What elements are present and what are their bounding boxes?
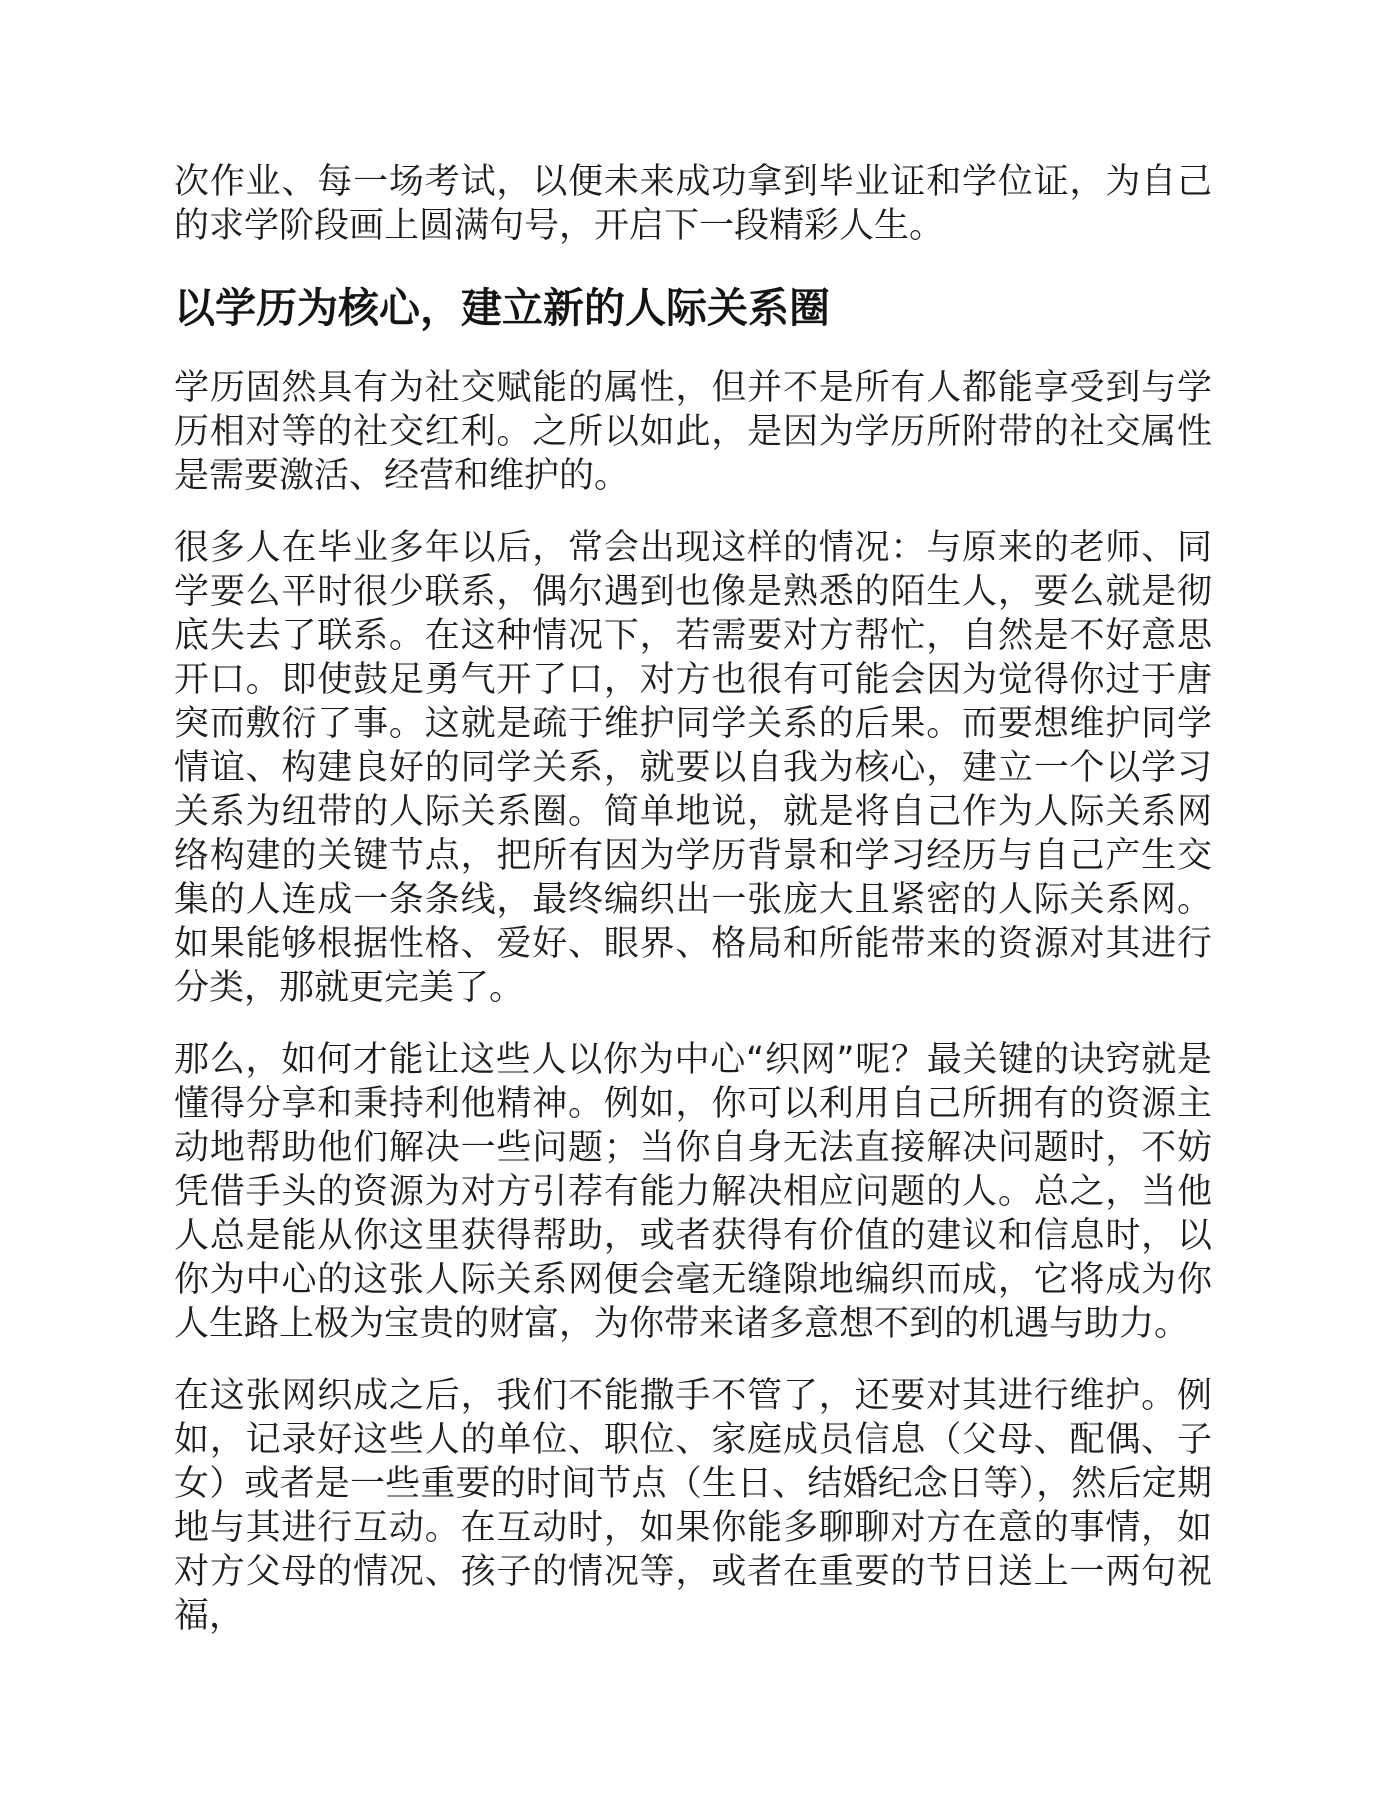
body-paragraph-3: 那么，如何才能让这些人以你为中心“织网”呢？最关键的诀窍就是懂得分享和秉持利他精神。例如，你可以利用自己所拥有的资源主动地帮助他们解决一些问题；当你自身无法直接解决问题时，不妨凭借手头的资源为对方引荐有能力解决相应问题的人。总之，当他人总是能从你这里获得帮助，或者获得有价值的建议和信息时，以你为中心的这张人际关系网便会毫无缝隙地编织而成，它将成为你人生路上极为宝贵的财富，为你带来诸多意想不到的机遇与助力。 — [174, 1040, 1212, 1344]
body-paragraph-4: 在这张网织成之后，我们不能撒手不管了，还要对其进行维护。例如，记录好这些人的单位、职位、家庭成员信息（父母、配偶、子女）或者是一些重要的时间节点（生日、结婚纪念日等），然后定期地与其进行互动。在互动时，如果你能多聊聊对方在意的事情，如对方父母的情况、孩子的情况等，或者在重要的节日送上一两句祝福， — [174, 1376, 1212, 1636]
intro-paragraph: 次作业、每一场考试，以便未来成功拿到毕业证和学位证，为自己的求学阶段画上圆满句号，开启下一段精彩人生。 — [174, 162, 1212, 246]
body-paragraph-1: 学历固然具有为社交赋能的属性，但并不是所有人都能享受到与学历相对等的社交红利。之所以如此，是因为学历所附带的社交属性是需要激活、经营和维护的。 — [174, 368, 1212, 496]
section-heading: 以学历为核心，建立新的人际关系圈 — [174, 284, 830, 332]
document-body — [174, 160, 1212, 1638]
body-paragraph-2: 很多人在毕业多年以后，常会出现这样的情况：与原来的老师、同学要么平时很少联系，偶尔遇到也像是熟悉的陌生人，要么就是彻底失去了联系。在这种情况下，若需要对方帮忙，自然是不好意思开口。即使鼓足勇气开了口，对方也很有可能会因为觉得你过于唐突而敷衍了事。这就是疏于维护同学关系的后果。而要想维护同学情谊、构建良好的同学关系，就要以自我为核心，建立一个以学习关系为纽带的人际关系圈。简单地说，就是将自己作为人际关系网络构建的关键节点，把所有因为学历背景和学习经历与自己产生交集的人连成一条条线，最终编织出一张庞大且紧密的人际关系网。如果能够根据性格、爱好、眼界、格局和所能带来的资源对其进行分类，那就更完美了。 — [174, 528, 1212, 1008]
